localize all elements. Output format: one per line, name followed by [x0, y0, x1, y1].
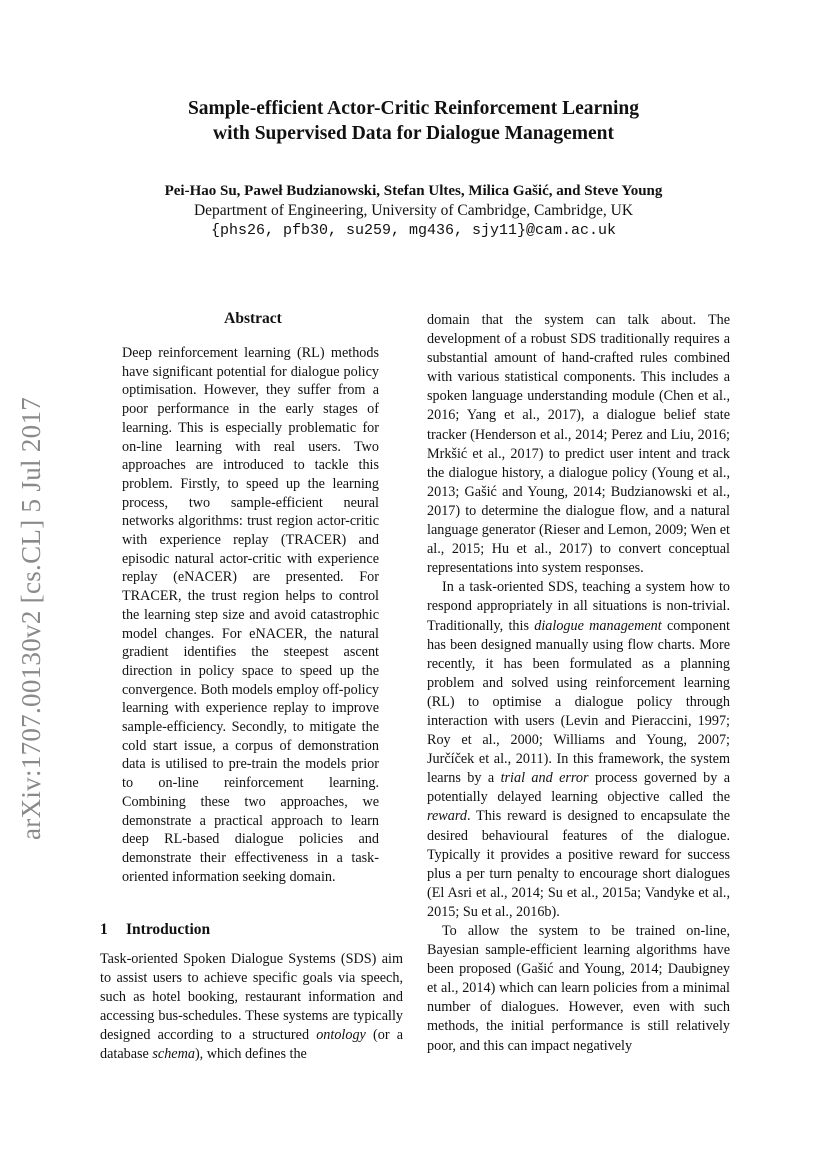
intro-p1-text-a: Task-oriented Spoken Dialogue Systems (SDS) aim to assist users to achieve specific goals via speech, such as hotel booking, restaurant information and accessing bus-schedules. These systems are typically designed according to a structured	[100, 951, 403, 1043]
introduction-paragraph-1	[100, 950, 403, 1063]
title-line-2: with Supervised Data for Dialogue Management	[213, 123, 614, 144]
right-p2-text-c: process governed by a potentially delayed learning objective called the	[427, 770, 730, 806]
author-emails: {phs26, pfb30, su259, mg436, sjy11}@cam.ac.uk	[210, 222, 617, 239]
right-p2-emph-reward: reward	[427, 808, 467, 825]
right-p2-text-b: component has been designed manually using flow charts. More recently, it has been formulated as a planning problem and solved using reinforcement learning (RL) to optimise a dialogue policy through interaction with users (Levin and Pieraccini, 1997; Roy et al., 2000; Williams and Young, 2007; Jurčíček et al., 2011). In this framework, the system learns by a	[427, 617, 730, 787]
section-heading-introduction	[100, 921, 210, 939]
intro-p1-emph-ontology: ontology	[316, 1026, 366, 1043]
section-number: 1	[100, 921, 108, 938]
right-p2-text-a: In a task-oriented SDS, teaching a system how to respond appropriately in all situations is non-trivial. Traditionally, this	[427, 579, 730, 634]
right-p2-emph-trial-and-error: trial and error	[500, 770, 589, 787]
section-title: Introduction	[126, 921, 211, 938]
intro-p1-emph-schema: schema	[152, 1045, 195, 1062]
abstract-body	[122, 344, 379, 886]
right-p2-emph-dialogue-management: dialogue management	[534, 617, 662, 634]
affiliation: Department of Engineering, University of Cambridge, Cambridge, UK	[193, 202, 634, 219]
right-column	[427, 311, 730, 1056]
abstract-text: Deep reinforcement learning (RL) methods have significant potential for dialogue policy optimisation. However, they suffer from a poor performance in the early stages of learning. This is especially problematic for on-line learning with real users. Two approaches are introduced to tackle this problem. Firstly, to speed up the learning process, two sample-efficient neural networks algorithms: trust region actor-critic with experience replay (TRACER) and episodic natural actor-critic with experience replay (eNACER) are presented. For TRACER, the trust region helps to control the learning step size and avoid catastrophic model changes. For eNACER, the natural gradient identifies the steepest ascent direction in policy space to speed up the convergence. Both models employ off-policy learning with experience replay to improve sample-efficiency. Secondly, to mitigate the cold start issue, a corpus of demonstration data is utilised to pre-train the models prior to on-line reinforcement learning. Combining these two approaches, we demonstrate a practical approach to learn deep RL-based dialogue policies and demonstrate their effectiveness in a task-oriented information seeking domain.	[122, 345, 379, 885]
right-p3: To allow the system to be trained on-line, Bayesian sample-efficient learning algorithms have been proposed (Gašić and Young, 2014; Daubigney et al., 2014) which can learn policies from a minimal number of dialogues. However, even with such methods, the initial performance is still relatively poor, and this can impact negatively	[427, 923, 730, 1054]
right-p2-text-d: . This reward is designed to encapsulate the desired behavioural features of the dialogue. Typically it provides a positive reward for success plus a per turn penalty to encourage short dialogues (El Asri et al., 2014; Su et al., 2015a; Vandyke et al., 2015; Su et al., 2016b).	[427, 808, 730, 920]
arxiv-stamp: arXiv:1707.00130v2 [cs.CL] 5 Jul 2017	[16, 396, 46, 840]
author-list: Pei-Hao Su, Paweł Budzianowski, Stefan Ultes, Milica Gašić, and Steve Young	[164, 183, 663, 199]
intro-p1-text-c: ), which defines the	[194, 1045, 307, 1062]
right-p1: domain that the system can talk about. The development of a robust SDS traditionally requires a substantial amount of hand-crafted rules combined with various statistical components. This includes a spoken language understanding module (Chen et al., 2016; Yang et al., 2017), a dialogue belief state tracker (Henderson et al., 2014; Perez and Liu, 2016; Mrkšić et al., 2017) to predict user intent and track the dialogue history, a dialogue policy (Young et al., 2013; Gašić and Young, 2014; Budzianowski et al., 2017) to determine the dialogue flow, and a natural language generator (Rieser and Lemon, 2009; Wen et al., 2015; Hu et al., 2017) to convert conceptual representations into system responses.	[427, 312, 730, 577]
title-line-1: Sample-efficient Actor-Critic Reinforcement Learning	[187, 98, 640, 119]
paper-title	[0, 96, 827, 146]
right-p2	[427, 578, 730, 922]
intro-p1-text-b: (or a database	[100, 1026, 403, 1062]
intro-p1	[100, 950, 403, 1063]
abstract-heading: Abstract	[224, 310, 282, 327]
